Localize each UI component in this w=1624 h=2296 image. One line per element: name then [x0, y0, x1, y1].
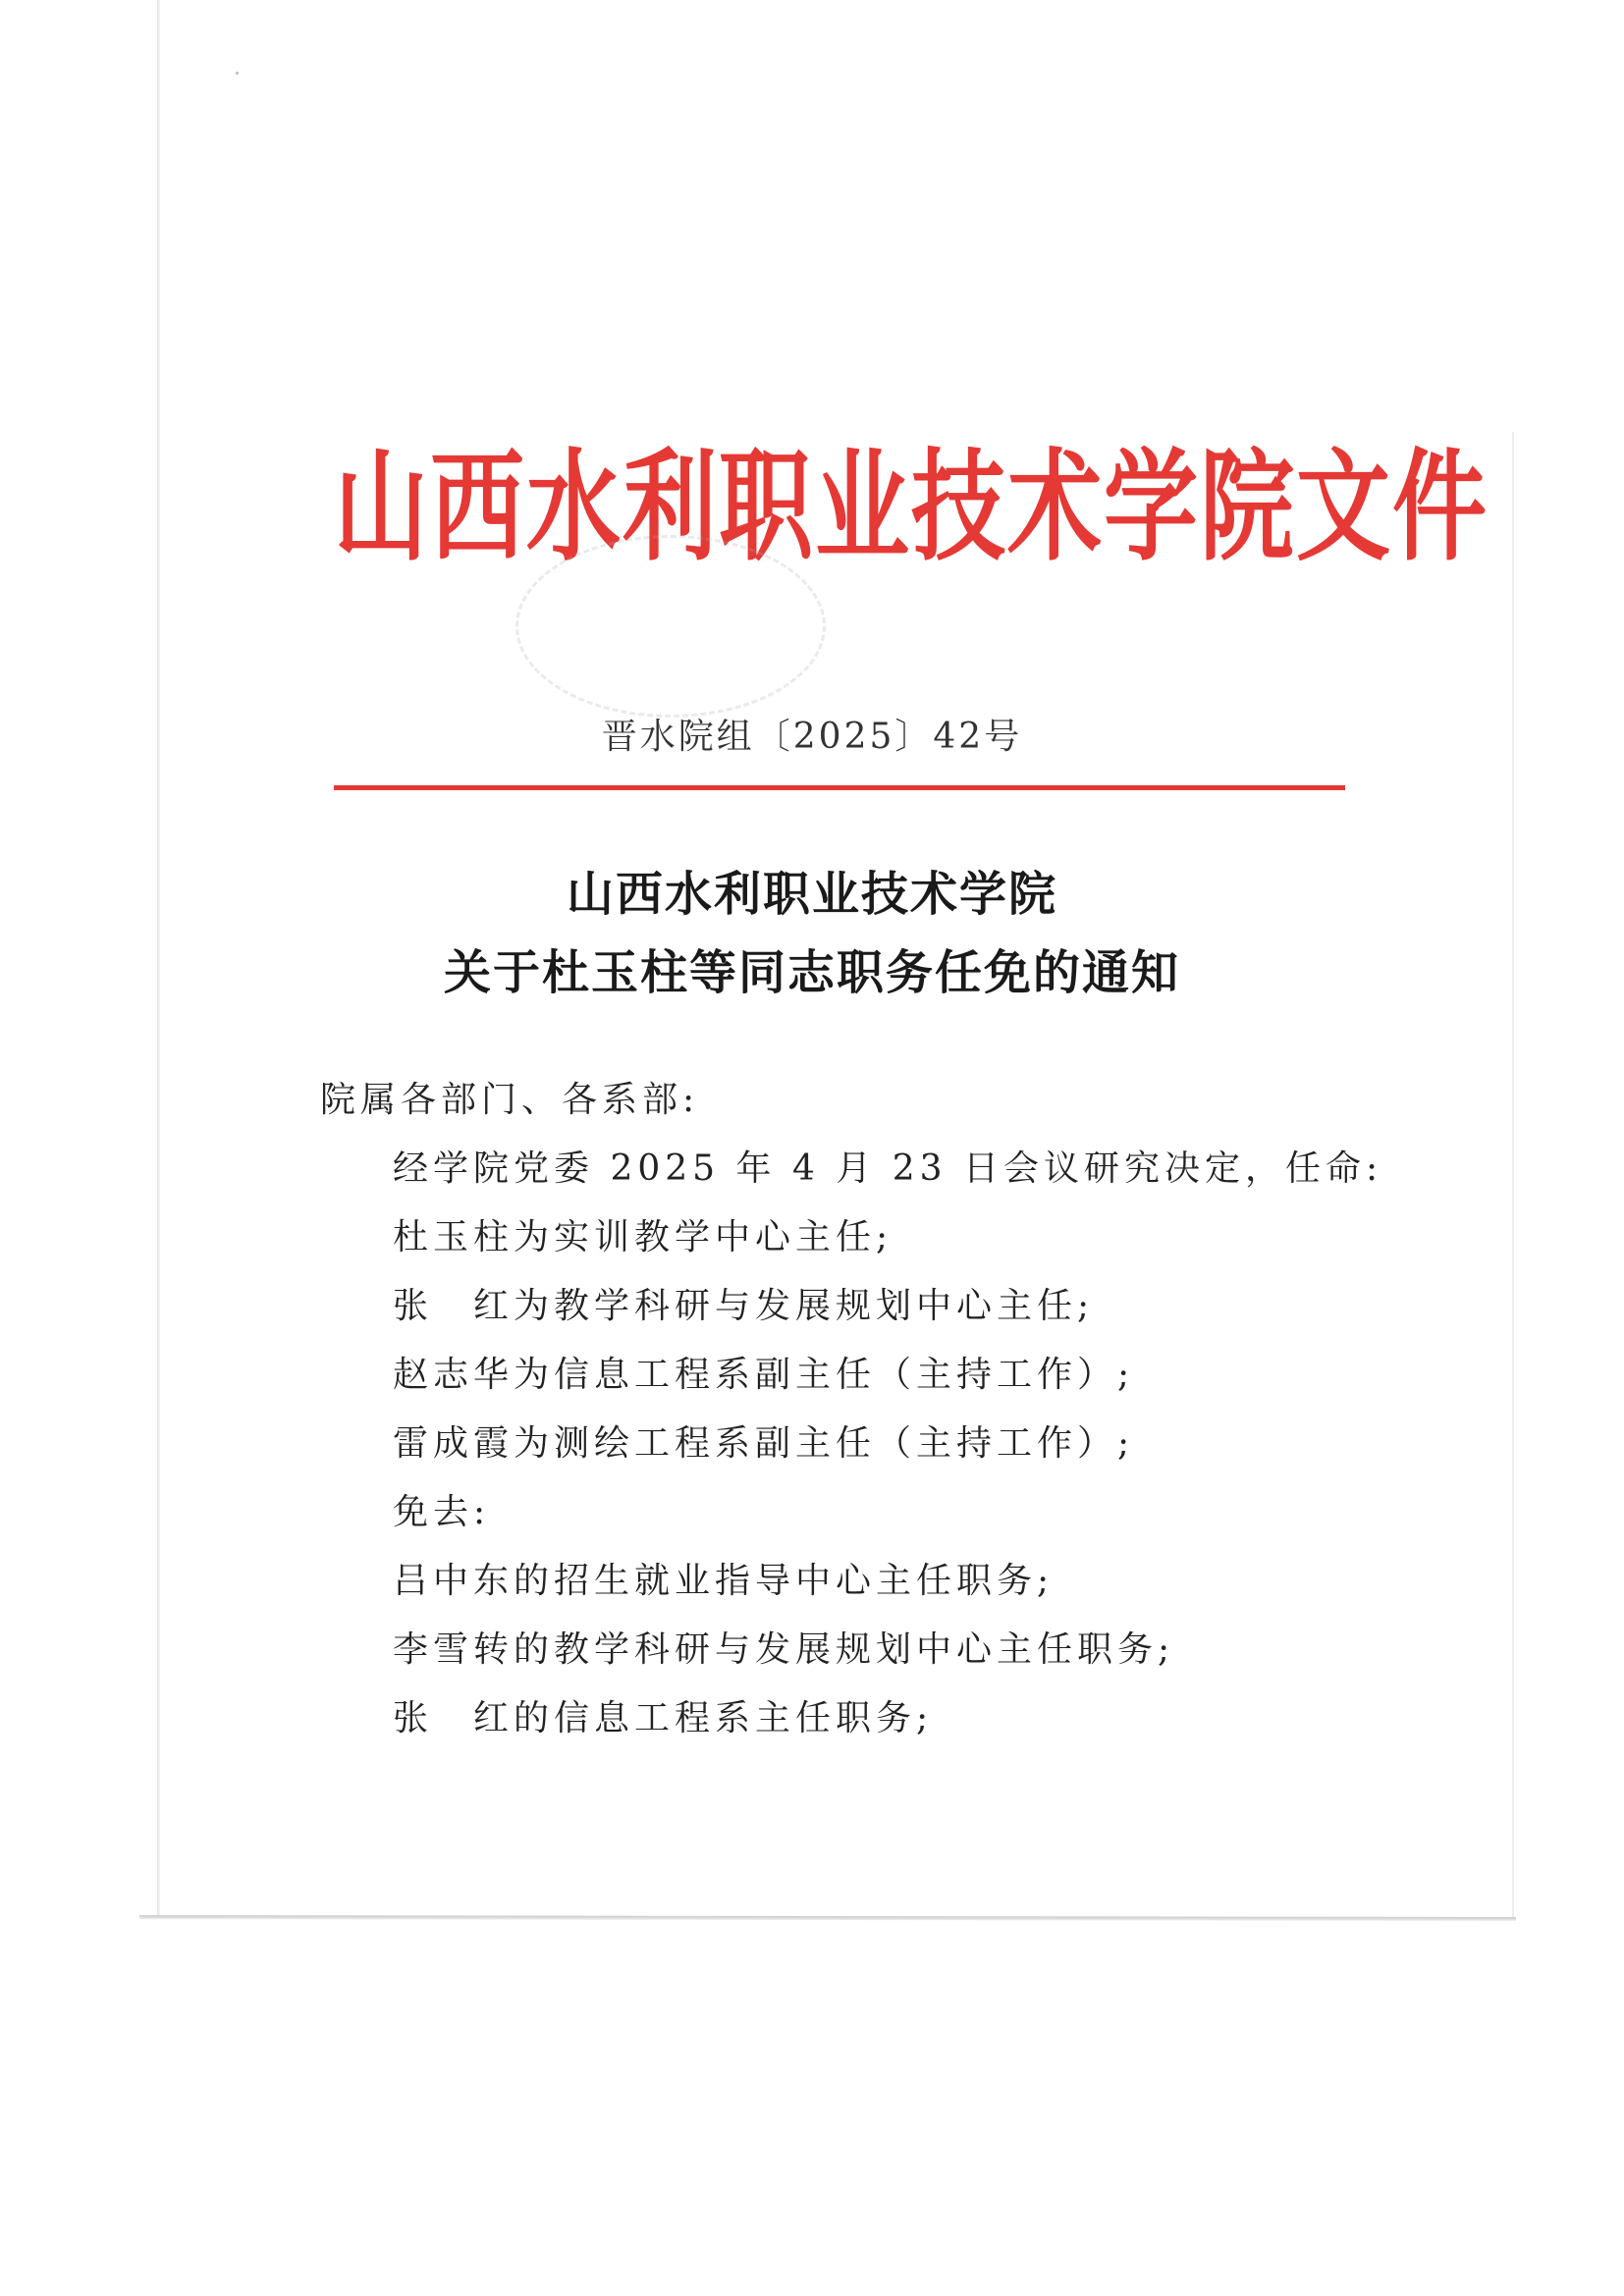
body-line-decision: 经学院党委 2025 年 4 月 23 日会议研究决定，任命: — [393, 1148, 1383, 1189]
scan-page-edge-right — [1512, 432, 1514, 1919]
scan-page-edge-bottom — [139, 1915, 1516, 1921]
body-line-appointment: 杜玉柱为实训教学中心主任; — [393, 1217, 893, 1257]
document-header-title: 山西水利职业技术学院文件 — [334, 435, 1489, 578]
body-line-dismissal: 张 红的信息工程系主任职务; — [393, 1698, 934, 1738]
body-line-dismissal: 李雪转的教学科研与发展规划中心主任职务; — [393, 1629, 1175, 1670]
addressee: 院属各部门、各系部: — [320, 1080, 700, 1120]
body-line-appointment: 赵志华为信息工程系副主任（主持工作）; — [393, 1355, 1135, 1395]
document-number: 晋水院组〔2025〕42号 — [601, 717, 1023, 757]
body-line-dismissal: 吕中东的招生就业指导中心主任职务; — [393, 1561, 1055, 1601]
body-line-dismissal-heading: 免去: — [393, 1492, 491, 1532]
body-line-appointment: 雷成霞为测绘工程系副主任（主持工作）; — [393, 1423, 1135, 1464]
notice-title-line-2: 关于杜玉柱等同志职务任免的通知 — [443, 945, 1180, 1000]
scan-speck — [236, 72, 239, 75]
body-line-appointment: 张 红为教学科研与发展规划中心主任; — [393, 1286, 1095, 1326]
notice-title-line-1: 山西水利职业技术学院 — [566, 867, 1057, 922]
faint-seal-mark — [515, 535, 826, 718]
red-divider-line — [334, 785, 1345, 790]
